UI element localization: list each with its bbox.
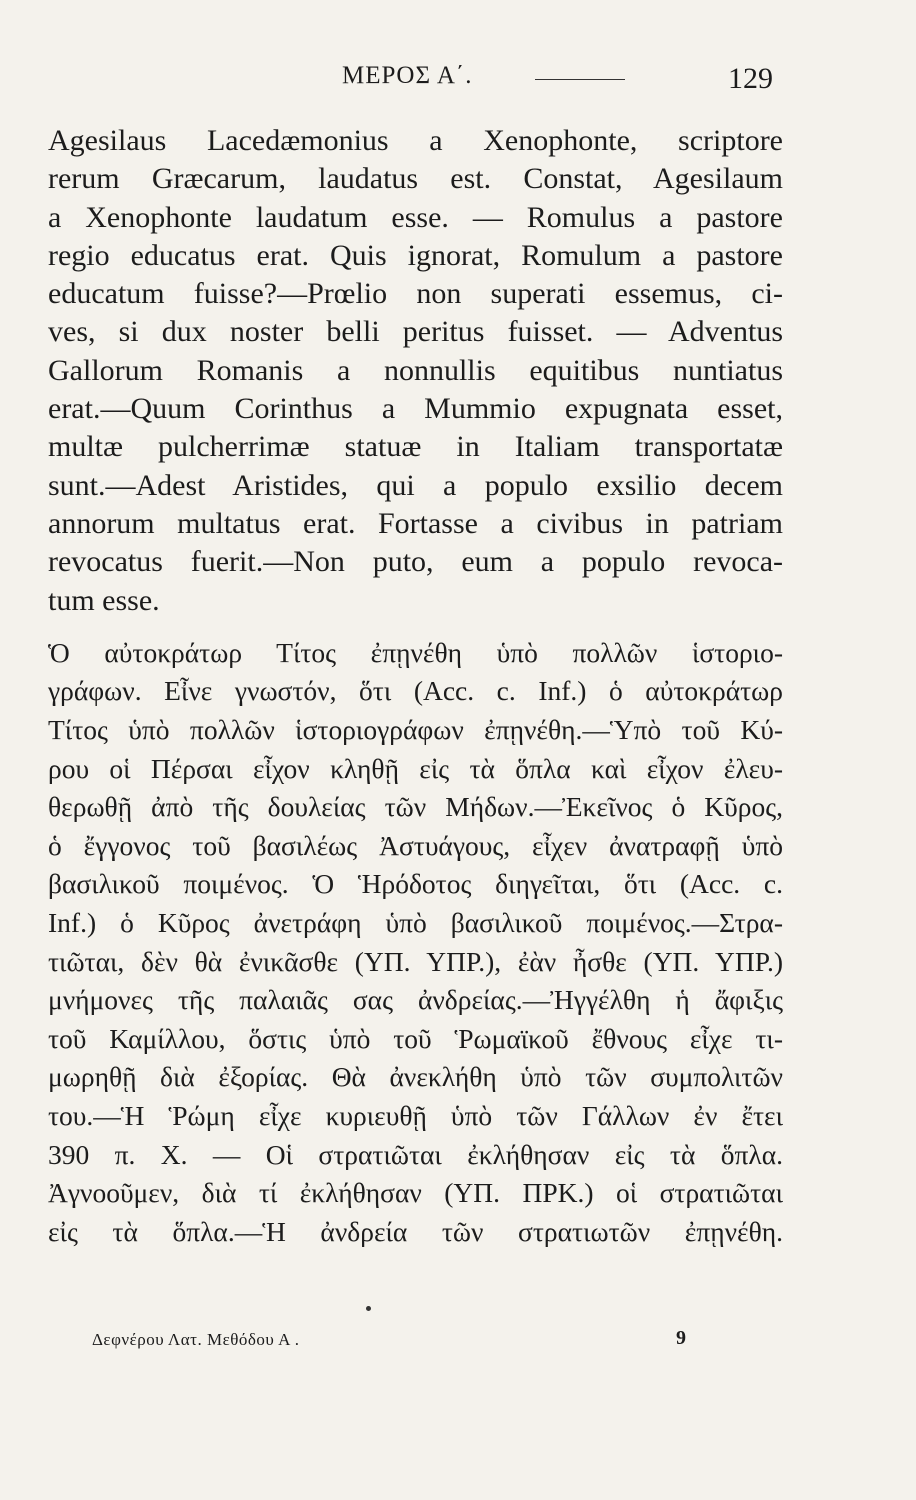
header-rule	[535, 79, 625, 80]
page-header	[0, 62, 916, 112]
text-line: erat.—Quum Corinthus a Mummio expugnata esset,	[48, 392, 783, 426]
text-line: ves, si dux noster belli peritus fuisset. — Adventus	[48, 315, 783, 349]
body-text	[48, 122, 783, 1251]
text-line: εἰς τὰ ὅπλα.—Ἡ ἀνδρεία τῶν στρατιωτῶν ἐπῃνέθη.	[48, 1215, 783, 1247]
text-line: regio educatus erat. Quis ignorat, Romulum a pastore	[48, 238, 783, 272]
text-line: του.—Ἡ Ῥώμη εἶχε κυριευθῇ ὑπὸ τῶν Γάλλων ἐν ἔτει	[48, 1099, 783, 1131]
page-footer	[0, 1327, 916, 1370]
printer-signature: Δεφνέρου Λατ. Μεθόδου Α .	[92, 1330, 300, 1349]
text-line: Inf.) ὁ Κῦρος ἀνετράφη ὑπὸ βασιλικοῦ ποιμένος.—Στρα-	[48, 907, 783, 939]
text-line: τοῦ Καμίλλου, ὅστις ὑπὸ τοῦ Ῥωμαϊκοῦ ἔθνους εἶχε τι-	[48, 1022, 783, 1054]
text-line: a Xenophonte laudatum esse. — Romulus a pastore	[48, 200, 783, 234]
text-line: ὁ ἔγγονος τοῦ βασιλέως Ἀστυάγους, εἶχεν ἀνατραφῇ ὑπὸ	[48, 829, 783, 861]
text-line: μνήμονες τῆς παλαιᾶς σας ἀνδρείας.—Ἠγγέλθη ἡ ἄφιξις	[48, 984, 783, 1016]
text-line: sunt.—Adest Aristides, qui a populo exsilio decem	[48, 468, 783, 502]
latin-paragraph	[48, 122, 783, 620]
text-line: educatum fuisse?—Prœlio non superati essemus, ci-	[48, 277, 783, 311]
text-line: annorum multatus erat. Fortasse a civibus in patriam	[48, 506, 783, 540]
text-line: revocatus fuerit.—Non puto, eum a populo revoca-	[48, 545, 783, 579]
text-line: tum esse.	[48, 583, 160, 617]
text-line: τιῶται, δὲν θὰ ἐνικᾶσθε (ΥΠ. ΥΠΡ.), ἐὰν ἦσθε (ΥΠ. ΥΠΡ.)	[48, 945, 783, 977]
running-title: ΜΕΡΟΣ Α΄.	[342, 62, 473, 89]
text-line: Τίτος ὑπὸ πολλῶν ἱστοριογράφων ἐπῃνέθη.—Ὑπὸ τοῦ Κύ-	[48, 714, 783, 746]
text-line: ρου οἱ Πέρσαι εἶχον κληθῇ εἰς τὰ ὅπλα καὶ εἶχον ἐλευ-	[48, 752, 783, 784]
signature-mark: 9	[676, 1327, 686, 1349]
text-line: Ἀγνοοῦμεν, διὰ τί ἐκλήθησαν (ΥΠ. ΠΡΚ.) οἱ στρατιῶται	[48, 1177, 783, 1209]
text-line: Ὁ αὐτοκράτωρ Τίτος ἐπῃνέθη ὑπὸ πολλῶν ἱστοριο-	[48, 636, 783, 668]
text-line: γράφων. Εἶνε γνωστόν, ὅτι (Acc. c. Inf.) ὁ αὐτοκράτωρ	[48, 675, 783, 707]
text-line: θερωθῇ ἀπὸ τῆς δουλείας τῶν Μήδων.—Ἐκεῖνος ὁ Κῦρος,	[48, 791, 783, 823]
text-line: multæ pulcherrimæ statuæ in Italiam transportatæ	[48, 430, 783, 464]
text-line: Agesilaus Lacedæmonius a Xenophonte, scriptore	[48, 124, 783, 157]
greek-paragraph	[48, 634, 783, 1252]
page-number: 129	[728, 62, 773, 95]
text-line: 390 π. Χ. — Οἱ στρατιῶται ἐκλήθησαν εἰς τὰ ὅπλα.	[48, 1138, 783, 1170]
ornament-dot	[366, 1306, 371, 1311]
text-line: μωρηθῇ διὰ ἐξορίας. Θὰ ἀνεκλήθη ὑπὸ τῶν συμπολιτῶν	[48, 1061, 783, 1093]
text-line: βασιλικοῦ ποιμένος. Ὁ Ἡρόδοτος διηγεῖται, ὅτι (Acc. c.	[48, 868, 783, 900]
text-line: Gallorum Romanis a nonnullis equitibus nuntiatus	[48, 353, 783, 387]
text-line: rerum Græcarum, laudatus est. Constat, Agesilaum	[48, 162, 783, 196]
